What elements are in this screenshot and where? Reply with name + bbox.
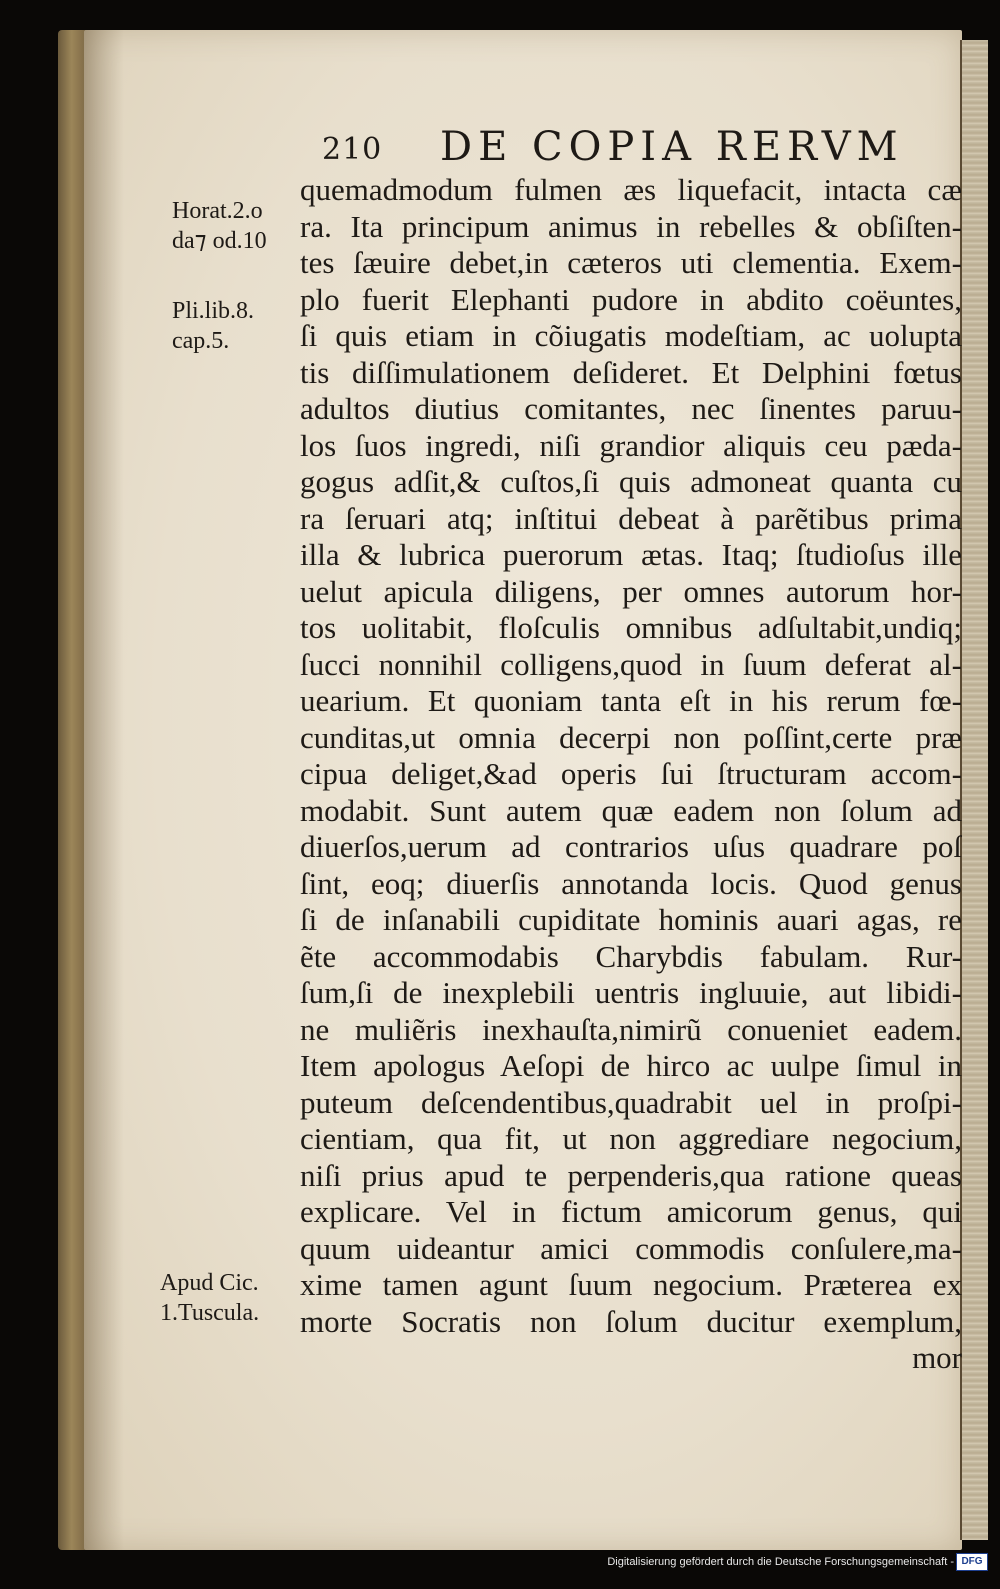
text-line: gogus adſit,& cuſtos,ſi quis admoneat quanta cu: [300, 464, 962, 499]
text-line: ſint, eoq; diuerſis annotanda locis. Quod genus: [300, 865, 962, 901]
text-line: uelut apicula diligens, per omnes autorum hor-: [300, 573, 962, 609]
marginal-note-line: Apud Cic.: [160, 1270, 259, 1296]
marginal-note-line: Pli.lib.8.: [172, 298, 255, 324]
marginal-note-horace: [172, 196, 267, 256]
text-line: modabit. Sunt autem quæ eadem non ſolum ad: [300, 792, 962, 828]
text-line: ſi de inſanabili cupiditate hominis auari agas, re: [300, 902, 962, 937]
text-line: diuerſos,uerum ad contrarios uſus quadrare poſ: [300, 829, 962, 864]
text-line: cunditas,ut omnia decerpi non poſſint,certe præ: [300, 719, 962, 755]
marginal-note-line: da⁊ od.10: [172, 228, 267, 254]
page-header: [300, 118, 920, 178]
text-line: los ſuos ingredi, niſi grandior aliquis ceu pæda-: [300, 427, 962, 463]
text-line: tes ſæuire debet,in cæteros uti clementia. Exem-: [300, 245, 962, 280]
marginal-note-cicero: [160, 1268, 259, 1328]
text-line: explicare. Vel in fictum amicorum genus, qui: [300, 1194, 962, 1229]
text-line: quemadmodum fulmen æs liquefacit, intacta cæ: [300, 172, 962, 207]
body-text: [300, 172, 962, 1377]
marginal-note-line: cap.5.: [172, 328, 230, 354]
text-line: tos uolitabit, floſculis omnibus adſultabit,undiq;: [300, 610, 962, 645]
digitization-credit: Digitalisierung gefördert durch die Deutsche Forschungsgemeinschaft -: [607, 1556, 954, 1568]
marginal-note-line: Horat.2.o: [172, 198, 263, 224]
text-line: morte Socratis non ſolum ducitur exemplum,: [300, 1303, 962, 1339]
gutter-shadow: [84, 30, 124, 1550]
text-line: ſi quis etiam in cõiugatis modeſtiam, ac uolupta: [300, 318, 962, 353]
page-number: 210: [322, 132, 383, 167]
page-fore-edge: [960, 40, 988, 1540]
text-line: puteum deſcendentibus,quadrabit uel in proſpi-: [300, 1084, 962, 1120]
text-line: ẽte accommodabis Charybdis fabulam. Rur-: [300, 938, 962, 974]
text-line: tis diſſimulationem deſideret. Et Delphini fœtus: [300, 354, 962, 390]
text-line: xime tamen agunt ſuum negocium. Præterea ex: [300, 1267, 962, 1302]
text-line: Item apologus Aeſopi de hirco ac uulpe ſimul in: [300, 1048, 962, 1083]
catchword: mor: [912, 1340, 962, 1375]
text-line: uearium. Et quoniam tanta eſt in his rerum fœ-: [300, 683, 962, 718]
marginal-note-pliny: [172, 296, 254, 356]
marginal-note-line: 1.Tuscula.: [160, 1300, 260, 1326]
text-line: plo fuerit Elephanti pudore in abdito coëuntes,: [300, 281, 962, 317]
text-line: illa & lubrica puerorum ætas. Itaq; ſtudioſus ille: [300, 537, 962, 572]
text-line: quum uideantur amici commodis conſulere,ma-: [300, 1230, 962, 1266]
text-line: cipua deliget,&ad operis ſui ſtructuram accom-: [300, 756, 962, 791]
text-line: ra ſeruari atq; inſtitui debeat à parẽtibus prima: [300, 500, 962, 536]
text-line: adultos diutius comitantes, nec ſinentes paruu-: [300, 391, 962, 426]
text-line: niſi prius apud te perpenderis,qua ratione queas: [300, 1157, 962, 1193]
dfg-logo: DFG: [956, 1553, 988, 1571]
text-line: ra. Ita principum animus in rebelles & obſiſten-: [300, 208, 962, 244]
text-line: ſum,ſi de inexplebili uentris ingluuie, aut libidi-: [300, 975, 962, 1010]
running-head: DE COPIA RERVM: [440, 124, 904, 170]
text-line: ne muliẽris inexhauſta,nimirũ conueniet eadem.: [300, 1011, 962, 1047]
text-line: cientiam, qua fit, ut non aggrediare negocium,: [300, 1121, 962, 1156]
text-line: ſucci nonnihil colligens,quod in ſuum deferat al-: [300, 646, 962, 682]
